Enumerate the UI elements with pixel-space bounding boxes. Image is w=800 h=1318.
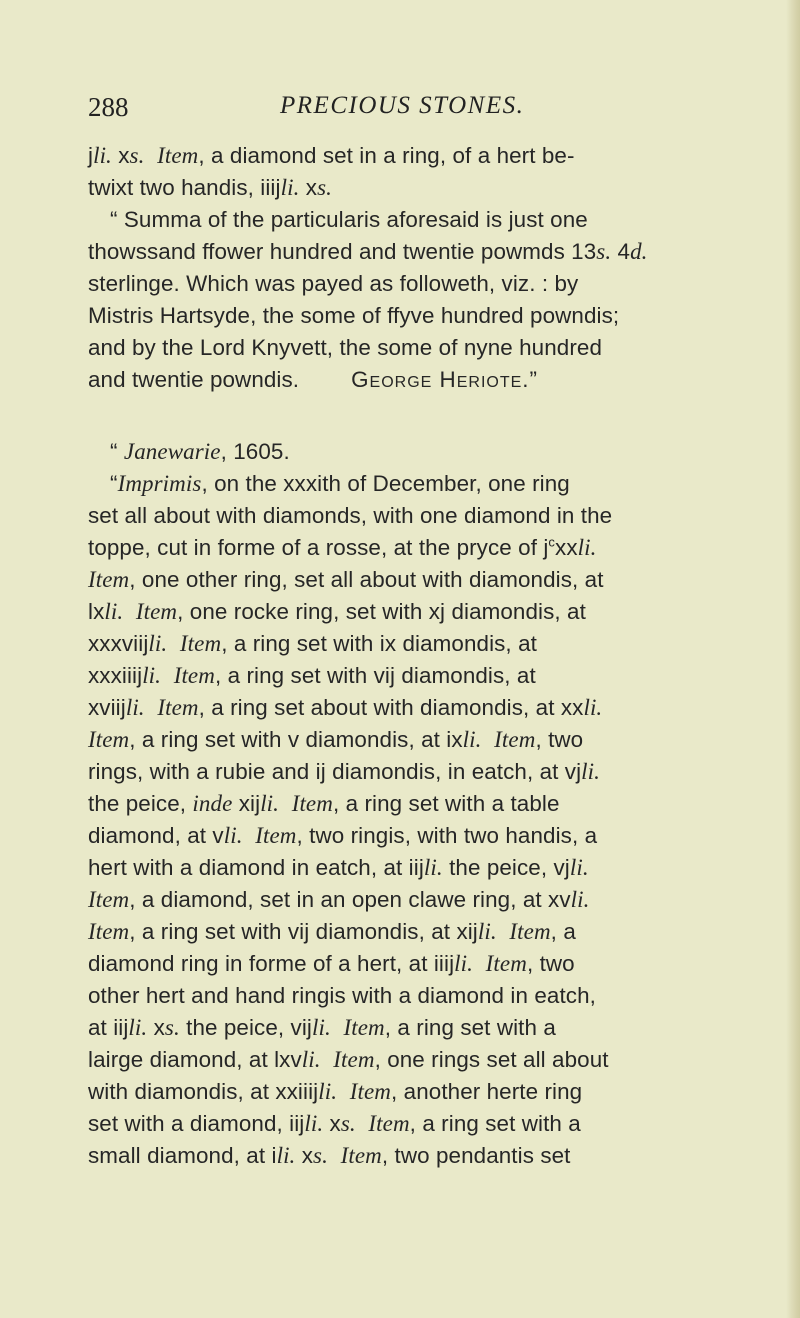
text-line: small diamond, at ili. xs. Item, two pendantis set — [88, 1143, 571, 1168]
text-line: diamond ring in forme of a hert, at iiijli. Item, two — [88, 951, 575, 976]
text-line: at iijli. xs. the peice, vijli. Item, a ring set with a — [88, 1015, 556, 1040]
running-title: PRECIOUS STONES. — [280, 92, 525, 119]
page-header — [88, 92, 720, 132]
dateline: “ Janewarie, 1605. — [110, 439, 290, 464]
text-line: toppe, cut in forme of a rosse, at the pryce of $j^cxxli$. — [88, 534, 597, 560]
text-line: hert with a diamond in eatch, at iijli. the peice, vjli. — [88, 855, 589, 880]
text-line: set all about with diamonds, with one diamond in the — [88, 503, 613, 528]
text-line: xxxviijli. Item, a ring set with ix diamondis, at — [88, 631, 537, 656]
signature: George Heriote.” — [351, 367, 538, 392]
page-number: 288 — [88, 92, 129, 122]
text-line: other hert and hand ringis with a diamond in eatch, — [88, 983, 596, 1008]
text-line: thowssand ffower hundred and twentie powmds 13s. 4d. — [88, 239, 648, 264]
text-line: with diamondis, at xxiiijli. Item, another herte ring — [88, 1079, 583, 1104]
page-edge-shadow — [786, 0, 800, 1318]
text-line: sterlinge. Which was payed as followeth, viz. : by — [88, 271, 579, 296]
text-line: “Imprimis, on the xxxith of December, one ring — [110, 471, 570, 496]
text-line: Item, a ring set with vij diamondis, at xijli. Item, a — [88, 919, 576, 944]
text-line: diamond, at vli. Item, two ringis, with two handis, a — [88, 823, 598, 848]
text-line: set with a diamond, iijli. xs. Item, a ring set with a — [88, 1111, 581, 1136]
text-line: xviijli. Item, a ring set about with diamondis, at xxli. — [88, 695, 603, 720]
text-line: lairge diamond, at lxvli. Item, one rings set all about — [88, 1047, 609, 1072]
text-line: the peice, inde xijli. Item, a ring set with a table — [88, 791, 560, 816]
text-line: and by the Lord Knyvett, the some of nyne hundred — [88, 335, 603, 360]
text-line: lxli. Item, one rocke ring, set with xj diamondis, at — [88, 599, 586, 624]
text-line: “ Summa of the particularis aforesaid is just one — [110, 207, 588, 232]
text-line: rings, with a rubie and ij diamondis, in eatch, at vjli. — [88, 759, 601, 784]
text-line: Mistris Hartsyde, the some of ffyve hundred powndis; — [88, 303, 620, 328]
text-line: Item, one other ring, set all about with diamondis, at — [88, 567, 604, 592]
text-line: jli. xs. Item, a diamond set in a ring, of a hert be- — [88, 143, 575, 168]
text-line: Item, a diamond, set in an open clawe ring, at xvli. — [88, 887, 590, 912]
text-line: and twentie powndis. George Heriote.” — [88, 364, 728, 396]
text-line: Item, a ring set with v diamondis, at ixli. Item, two — [88, 727, 584, 752]
text-line: xxxiiijli. Item, a ring set with vij diamondis, at — [88, 663, 536, 688]
body-text — [88, 140, 728, 1172]
text-line: twixt two handis, iiijli. xs. — [88, 175, 332, 200]
